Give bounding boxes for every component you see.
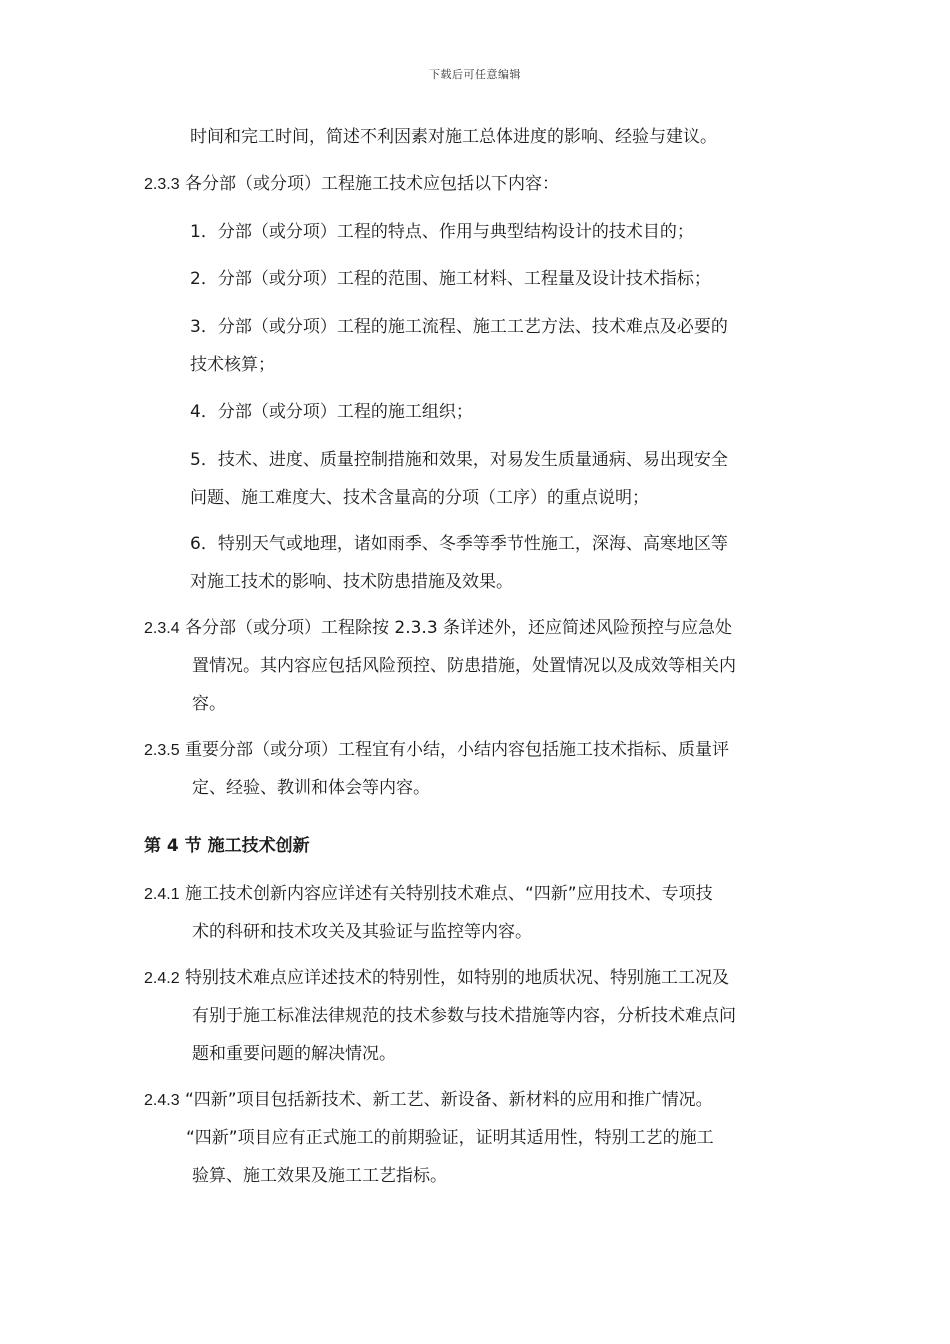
list-item-5-line-2: 问题、施工难度大、技术含量高的分项（工序）的重点说明； (190, 488, 649, 508)
section-2-3-5-line-2: 定、经验、教训和体会等内容。 (192, 778, 430, 798)
list-item-4: 4．分部（或分项）工程的施工组织； (190, 402, 473, 422)
section-2-4-3-line-2: “四新”项目应有正式施工的前期验证，证明其适用性，特别工艺的施工 (186, 1128, 714, 1148)
list-item-3-line-2: 技术核算； (190, 355, 275, 375)
section-2-4-1-line-1 (144, 882, 713, 907)
section-2-3-4-line-2: 置情况。其内容应包括风险预控、防患措施，处置情况以及成效等相关内 (192, 656, 736, 676)
section-heading: 第 4 节 施工技术创新 (144, 836, 310, 856)
section-2-4-3-line-3: 验算、施工效果及施工工艺指标。 (192, 1166, 447, 1186)
paragraph-line: 时间和完工时间，简述不利因素对施工总体进度的影响、经验与建议。 (190, 127, 717, 147)
section-text: “四新”项目包括新技术、新工艺、新设备、新材料的应用和推广情况。 (179, 1090, 713, 1110)
section-text: 各分部（或分项）工程除按 2.3.3 条详述外，还应简述风险预控与应急处 (179, 618, 733, 638)
section-2-4-1-line-2: 术的科研和技术攻关及其验证与监控等内容。 (192, 922, 532, 942)
list-item-1: 1．分部（或分项）工程的特点、作用与典型结构设计的技术目的； (190, 222, 694, 242)
section-2-4-3-line-1 (144, 1088, 713, 1113)
section-text: 重要分部（或分项）工程宜有小结，小结内容包括施工技术指标、质量评 (179, 740, 729, 760)
section-text: 特别技术难点应详述技术的特别性，如特别的地质状况、特别施工工况及 (179, 968, 729, 988)
section-number: 2.4.1 (144, 886, 180, 903)
section-text: 各分部（或分项）工程施工技术应包括以下内容： (179, 174, 559, 194)
section-2-3-5-line-1 (144, 738, 729, 763)
section-2-3-4-line-3: 容。 (192, 694, 226, 714)
section-number: 2.4.2 (144, 970, 180, 987)
list-item-6-line-1: 6．特别天气或地理，诸如雨季、冬季等季节性施工，深海、高寒地区等 (190, 534, 728, 554)
section-2-3-3 (144, 172, 559, 197)
section-number: 2.3.3 (144, 176, 180, 193)
list-item-3-line-1: 3．分部（或分项）工程的施工流程、施工工艺方法、技术难点及必要的 (190, 317, 728, 337)
list-item-2: 2．分部（或分项）工程的范围、施工材料、工程量及设计技术指标； (190, 269, 711, 289)
list-item-6-line-2: 对施工技术的影响、技术防患措施及效果。 (190, 572, 513, 592)
section-2-4-2-line-1 (144, 966, 729, 991)
section-2-4-2-line-2: 有别于施工标准法律规范的技术参数与技术措施等内容，分析技术难点问 (192, 1006, 736, 1026)
page-header: 下载后可任意编辑 (429, 68, 521, 81)
section-number: 2.3.4 (144, 620, 180, 637)
section-2-3-4-line-1 (144, 616, 732, 641)
section-2-4-2-line-3: 题和重要问题的解决情况。 (192, 1044, 396, 1064)
section-number: 2.4.3 (144, 1092, 180, 1109)
section-text: 施工技术创新内容应详述有关特别技术难点、“四新”应用技术、专项技 (179, 884, 713, 904)
section-number: 2.3.5 (144, 742, 180, 759)
list-item-5-line-1: 5．技术、进度、质量控制措施和效果，对易发生质量通病、易出现安全 (190, 450, 728, 470)
